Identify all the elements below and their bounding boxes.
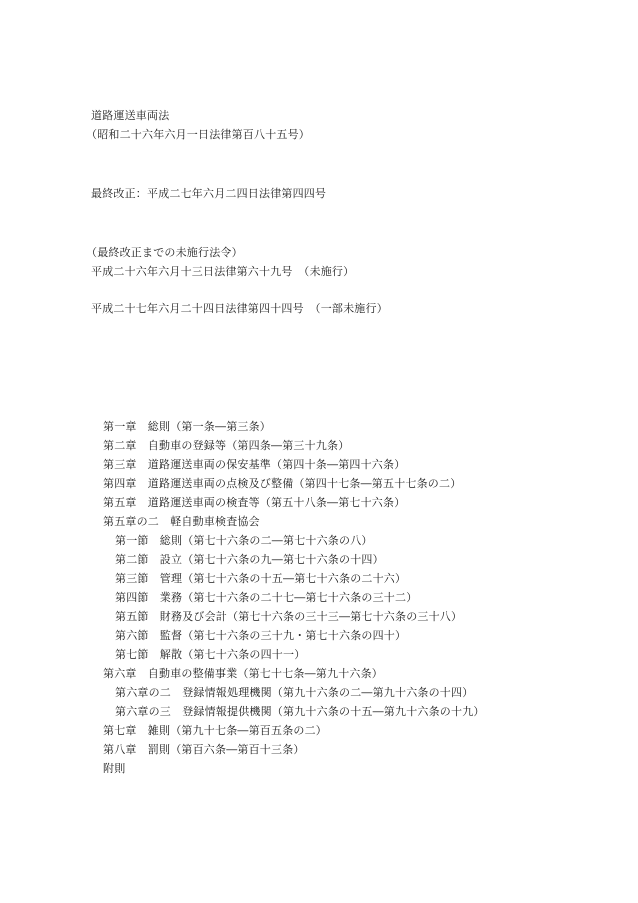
law-number: （昭和二十六年六月一日法律第百八十五号）	[86, 128, 310, 141]
toc-section: 第四節 業務（第七十六条の二十七―第七十六条の三十二）	[115, 591, 418, 604]
toc-section: 第一節 総則（第七十六条の二―第七十六条の八）	[115, 534, 373, 547]
toc-section: 第六節 監督（第七十六条の三十九・第七十六条の四十）	[115, 629, 407, 642]
toc-chapter: 第六章の二 登録情報処理機関（第九十六条の二―第九十六条の十四）	[115, 686, 474, 699]
last-revision: 最終改正：平成二七年六月二四日法律第四四号	[91, 187, 327, 200]
toc-chapter: 第五章 道路運送車両の検査等（第五十八条―第七十六条）	[103, 496, 406, 509]
toc-chapter: 第四章 道路運送車両の点検及び整備（第四十七条―第五十七条の二）	[103, 477, 462, 490]
toc-section: 第五節 財務及び会計（第七十六条の三十三―第七十六条の三十八）	[115, 610, 463, 623]
toc-chapter: 第六章 自動車の整備事業（第七十七条―第九十六条）	[103, 667, 383, 680]
pending-item: 平成二十六年六月十三日法律第六十九号 （未施行）	[91, 265, 355, 278]
toc-chapter: 第一章 総則（第一条―第三条）	[103, 420, 271, 433]
toc-chapter: 第六章の三 登録情報提供機関（第九十六条の十五―第九十六条の十九）	[115, 705, 485, 718]
toc-section: 第七節 解散（第七十六条の四十一）	[115, 648, 306, 661]
toc-supplementary: 附則	[103, 762, 126, 775]
pending-heading: （最終改正までの未施行法令）	[86, 246, 243, 259]
toc-chapter: 第八章 罰則（第百六条―第百十三条）	[103, 743, 305, 756]
pending-item: 平成二十七年六月二十四日法律第四十四号 （一部未施行）	[91, 302, 388, 315]
toc-chapter: 第三章 道路運送車両の保安基準（第四十条―第四十六条）	[103, 458, 406, 471]
toc-section: 第二節 設立（第七十六条の九―第七十六条の十四）	[115, 553, 384, 566]
toc-chapter: 第二章 自動車の登録等（第四条―第三十九条）	[103, 439, 350, 452]
toc-chapter: 第五章の二 軽自動車検査協会	[103, 515, 260, 528]
toc-section: 第三節 管理（第七十六条の十五―第七十六条の二十六）	[115, 572, 407, 585]
toc-chapter: 第七章 雑則（第九十七条―第百五条の二）	[103, 724, 327, 737]
law-title: 道路運送車両法	[91, 109, 170, 122]
